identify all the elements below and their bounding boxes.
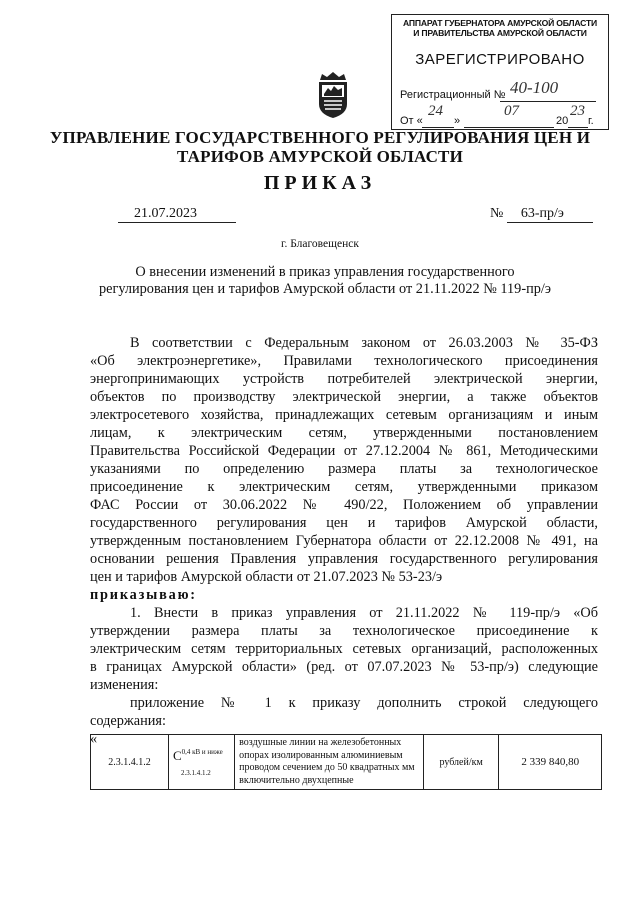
preamble-line: энергопринимающих устройств потребителей электрической энергии, <box>90 371 598 387</box>
item-line: электрическим сетям территориальных сетевых организаций, расположенных <box>90 641 598 657</box>
item-line: в границах Амурской области» (ред. от 07.07.2023 № 53-пр/э) следующие <box>90 659 598 675</box>
stamp-reg-underline <box>500 101 596 102</box>
stamp-date-year-prefix: 20 <box>556 115 569 127</box>
preamble-line: государственного регулирования цен и тарифов Амурской области, <box>90 515 598 531</box>
symbol-superscript: 0,4 кВ и ниже <box>181 747 223 756</box>
subject-line2: регулирования цен и тарифов Амурской области от 21.11.2022 № 119-пр/э <box>98 281 551 297</box>
stamp-org-line1: АППАРАТ ГУБЕРНАТОРА АМУРСКОЙ ОБЛАСТИ <box>403 18 597 28</box>
preamble-paragraph <box>90 334 598 604</box>
preamble-line: утвержденным постановлением Губернатора области от 22.12.2008 № 491, на <box>90 533 598 549</box>
preamble-line: ФАС России от 30.06.2022 № 490/22, Положением об управлении <box>90 497 598 513</box>
preamble-line: В соответствии с Федеральным законом от 26.03.2003 № 35-ФЗ <box>130 335 598 351</box>
preamble-line: Правительства Российской Федерации от 27.12.2004 № 861, Методическими <box>90 443 598 459</box>
row-value: 2 339 840,80 <box>499 735 602 790</box>
preamble-line: указаниями по определению размера платы за технологическое <box>90 461 598 477</box>
preamble-line: объектов по производству электрической энергии, а также объектов <box>90 389 598 405</box>
symbol-subscript: 2.3.1.4.1.2 <box>180 768 211 777</box>
stamp-date-mid: » <box>454 115 461 127</box>
preamble-line: присоединение к электрическим сетям, утвержденными приказом <box>90 479 598 495</box>
city: г. Благовещенск <box>281 238 359 250</box>
item-1-paragraph <box>90 604 598 748</box>
registration-stamp <box>391 14 609 130</box>
order-number <box>490 206 593 223</box>
preamble-line: электросетевого хозяйства, принадлежащих сетевым организациям и иным <box>90 407 598 423</box>
stamp-reg-number: 40-100 <box>510 78 559 97</box>
row-unit: рублей/км <box>423 735 499 790</box>
order-subject <box>80 264 570 298</box>
stamp-organization <box>392 18 608 38</box>
stamp-status: ЗАРЕГИСТРИРОВАНО <box>415 51 585 68</box>
subject-line1: О внесении изменений в приказ управления государственного <box>135 264 515 280</box>
row-code: 2.3.1.4.1.2 <box>91 735 169 790</box>
stamp-date-day: 24 <box>428 103 443 119</box>
tariff-table <box>90 734 602 790</box>
stamp-date-suffix: г. <box>588 115 594 127</box>
preamble-line: «Об электроэнергетике», Правилами технологического присоединения <box>90 353 598 369</box>
appendix-line: приложение № 1 к приказу дополнить строкой следующего <box>130 695 598 711</box>
order-number-label: № <box>490 206 504 221</box>
table-row <box>91 735 602 790</box>
symbol-main: С <box>172 747 182 763</box>
order-date <box>118 206 236 223</box>
stamp-org-line2: И ПРАВИТЕЛЬСТВА АМУРСКОЙ ОБЛАСТИ <box>413 28 587 38</box>
order-number-value: 63-пр/э <box>507 206 593 223</box>
document-type: ПРИКАЗ <box>263 172 377 194</box>
order-date-value: 21.07.2023 <box>134 206 197 221</box>
appendix-line: содержания: <box>90 713 166 729</box>
order-word: приказываю: <box>90 587 197 603</box>
item-line: утверждении размера платы за технологическое присоединение к <box>90 623 598 639</box>
item-line: изменения: <box>90 677 159 693</box>
organization-title-line1: УПРАВЛЕНИЕ ГОСУДАРСТВЕННОГО РЕГУЛИРОВАНИЯ ЦЕН И <box>49 128 591 147</box>
stamp-date-month: 07 <box>504 103 519 119</box>
open-quote: « <box>90 731 98 747</box>
stamp-reg-label: Регистрационный № <box>400 89 506 101</box>
row-symbol <box>168 735 234 790</box>
item-line: 1. Внести в приказ управления от 21.11.2022 № 119-пр/э «Об <box>130 605 598 621</box>
row-description: воздушные линии на железобетонных опорах изолированным алюминиевым проводом сечением до 50 квадратных мм включительно двухцепные <box>235 735 424 790</box>
preamble-line: цен и тарифов Амурской области от 21.07.2023 № 53-23/э <box>90 569 443 585</box>
coat-of-arms-icon <box>316 70 350 120</box>
organization-title-line2: ТАРИФОВ АМУРСКОЙ ОБЛАСТИ <box>176 147 464 166</box>
stamp-date-year: 23 <box>570 103 585 119</box>
stamp-date-prefix: От « <box>400 115 423 127</box>
preamble-line: лицам, к электрическим сетям, утвержденными постановлением <box>90 425 598 441</box>
preamble-line: основании решения Правления управления государственного регулирования <box>90 551 598 567</box>
